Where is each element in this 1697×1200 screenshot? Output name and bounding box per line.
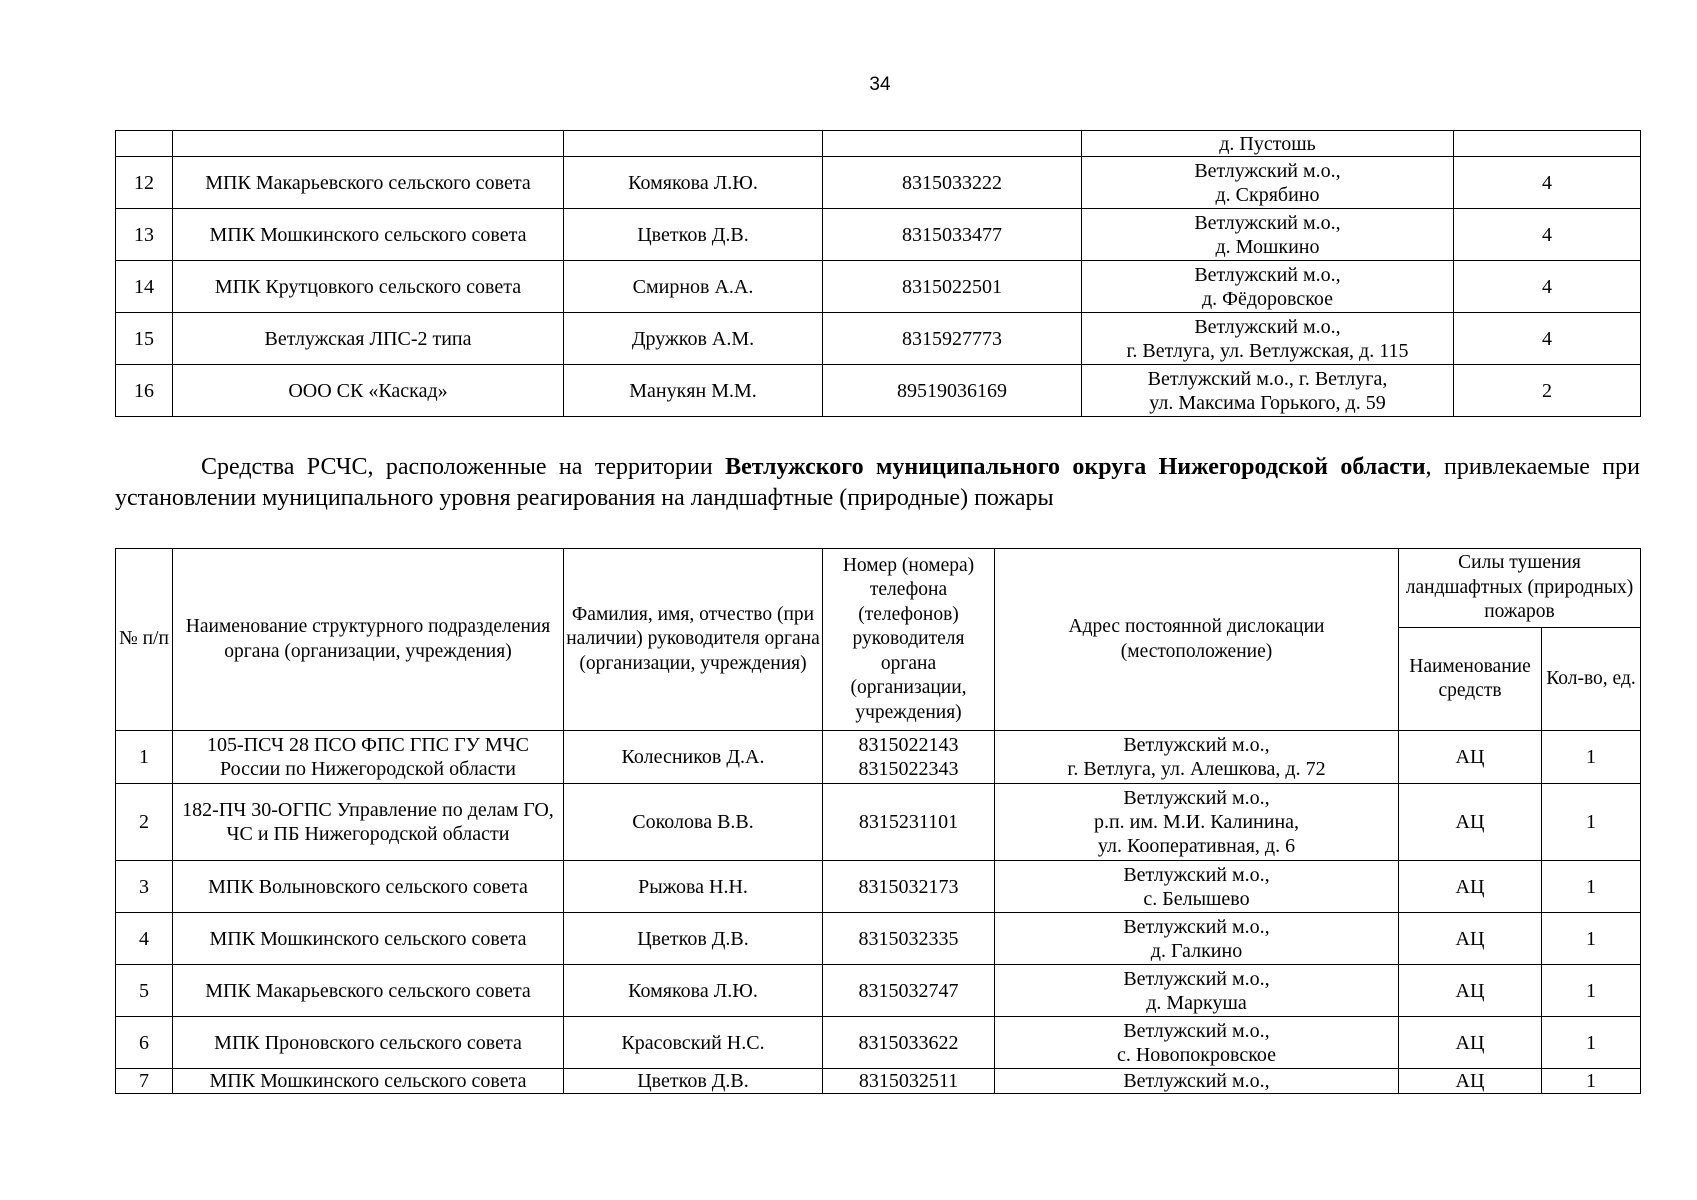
quantity: 1	[1542, 913, 1641, 965]
phone-number: 8315927773	[823, 313, 1082, 365]
address-line: Ветлужский м.о.,	[1194, 159, 1341, 182]
address-line: г. Ветлуга, ул. Алешкова, д. 72	[1067, 758, 1326, 780]
head-name: Дружков А.М.	[564, 313, 823, 365]
table-row	[116, 1069, 1641, 1094]
quantity: 1	[1542, 1069, 1641, 1094]
address-line: д. Маркуша	[1146, 991, 1247, 1014]
address-line: ул. Кооперативная, д. 6	[1097, 835, 1296, 857]
heading-text: , привлекаемые при установлении муниципального уровня реагирования на ландшафтные (природные) пожары	[115, 454, 1640, 511]
table-row	[116, 784, 1641, 861]
phone-number: 8315033222	[823, 157, 1082, 209]
address	[1082, 157, 1454, 209]
row-number: 6	[116, 1017, 173, 1069]
phone-number: 8315022343	[858, 758, 959, 780]
means-name: АЦ	[1399, 784, 1542, 861]
row-number: 15	[116, 313, 173, 365]
row-number: 5	[116, 965, 173, 1017]
phone-number: 8315032511	[823, 1069, 995, 1094]
table-row	[116, 209, 1641, 261]
row-number: 16	[116, 365, 173, 417]
table-row	[116, 731, 1641, 784]
phone-numbers	[823, 731, 995, 784]
address	[1082, 365, 1454, 417]
row-number: 12	[116, 157, 173, 209]
head-name: Смирнов А.А.	[564, 261, 823, 313]
head-name: Соколова В.В.	[564, 784, 823, 861]
row-number: 13	[116, 209, 173, 261]
page-number: 34	[869, 74, 891, 95]
count: 4	[1454, 313, 1641, 365]
count: 4	[1454, 157, 1641, 209]
table-row	[116, 1017, 1641, 1069]
phone-number: 8315033477	[823, 209, 1082, 261]
phone-number: 8315231101	[823, 784, 995, 861]
quantity: 1	[1542, 731, 1641, 784]
row-number: 2	[116, 784, 173, 861]
head-name: Манукян М.М.	[564, 365, 823, 417]
head-name: Рыжова Н.Н.	[564, 861, 823, 913]
address	[1082, 313, 1454, 365]
phone-number: 8315022143	[858, 734, 959, 756]
address-line: Ветлужский м.о.,	[1194, 211, 1341, 234]
column-header-quantity: Кол-во, ед.	[1542, 628, 1641, 731]
phone-number: 8315032173	[823, 861, 995, 913]
column-header-unit: Наименование структурного подразделения органа (организации, учреждения)	[173, 549, 564, 731]
heading-bold-text: Ветлужского муниципального округа Нижегородской области	[725, 454, 1426, 480]
address-line: Ветлужский м.о.,	[1123, 734, 1270, 756]
row-number: 1	[116, 731, 173, 784]
phone-number: 8315033622	[823, 1017, 995, 1069]
column-header-phone: Номер (номера) телефона (телефонов) руководителя органа (организации, учреждения)	[823, 549, 995, 731]
address-line: Ветлужский м.о.,	[1194, 263, 1341, 286]
column-header-means: Наименование средств	[1399, 628, 1542, 731]
table-cell	[564, 131, 823, 157]
unit-name: МПК Макарьевского сельского совета	[173, 965, 564, 1017]
address-line: Ветлужский м.о.,	[1123, 863, 1270, 886]
address-line: Ветлужский м.о., г. Ветлуга,	[1147, 367, 1388, 390]
table-row	[116, 261, 1641, 313]
column-header-head: Фамилия, имя, отчество (при наличии) руководителя органа (организации, учреждения)	[564, 549, 823, 731]
row-number: 14	[116, 261, 173, 313]
unit-name: ООО СК «Каскад»	[173, 365, 564, 417]
head-name: Красовский Н.С.	[564, 1017, 823, 1069]
table-cell	[823, 131, 1082, 157]
head-name: Цветков Д.В.	[564, 1069, 823, 1094]
address	[995, 861, 1399, 913]
address-line: г. Ветлуга, ул. Ветлужская, д. 115	[1126, 339, 1409, 362]
section-heading	[115, 452, 1640, 514]
address-line: ул. Максима Горького, д. 59	[1149, 391, 1386, 414]
unit-name: МПК Мошкинского сельского совета	[173, 913, 564, 965]
address	[1082, 209, 1454, 261]
means-name: АЦ	[1399, 965, 1542, 1017]
address-line: Ветлужский м.о.,	[995, 1069, 1399, 1094]
head-name: Колесников Д.А.	[564, 731, 823, 784]
table-cell: д. Пустошь	[1082, 131, 1454, 157]
address-line: Ветлужский м.о.,	[1123, 915, 1270, 938]
head-name: Цветков Д.В.	[564, 913, 823, 965]
table-header-row	[116, 549, 1641, 628]
heading-text: Средства РСЧС, расположенные на территории	[201, 454, 726, 480]
quantity: 1	[1542, 784, 1641, 861]
unit-name: Ветлужская ЛПС-2 типа	[173, 313, 564, 365]
address-line: с. Белышево	[1143, 887, 1250, 910]
phone-number: 8315032335	[823, 913, 995, 965]
table-cell	[173, 131, 564, 157]
address-line: д. Галкино	[1150, 939, 1243, 962]
resources-table-continued	[115, 130, 1641, 417]
column-header-number: № п/п	[116, 549, 173, 731]
phone-number: 8315022501	[823, 261, 1082, 313]
unit-name: 182-ПЧ 30-ОГПС Управление по делам ГО, ЧС и ПБ Нижегородской области	[173, 784, 564, 861]
address	[1082, 261, 1454, 313]
address-line: с. Новопокровское	[1116, 1043, 1277, 1066]
table-row	[116, 131, 1641, 157]
table-row	[116, 965, 1641, 1017]
table-row	[116, 913, 1641, 965]
table-cell	[1454, 131, 1641, 157]
means-name: АЦ	[1399, 731, 1542, 784]
address-line: р.п. им. М.И. Калинина,	[1093, 811, 1300, 833]
means-name: АЦ	[1399, 1069, 1542, 1094]
address-line: д. Фёдоровское	[1201, 287, 1334, 310]
address	[995, 1017, 1399, 1069]
phone-number: 8315032747	[823, 965, 995, 1017]
means-name: АЦ	[1399, 913, 1542, 965]
row-number: 4	[116, 913, 173, 965]
table-row	[116, 365, 1641, 417]
row-number: 3	[116, 861, 173, 913]
unit-name: МПК Волыновского сельского совета	[173, 861, 564, 913]
unit-name: МПК Мошкинского сельского совета	[173, 1069, 564, 1094]
table-row	[116, 313, 1641, 365]
address-line: Ветлужский м.о.,	[1194, 315, 1341, 338]
address	[995, 731, 1399, 784]
address-line: Ветлужский м.о.,	[1123, 967, 1270, 990]
address	[995, 965, 1399, 1017]
address	[995, 913, 1399, 965]
head-name: Комякова Л.Ю.	[564, 965, 823, 1017]
table-row	[116, 157, 1641, 209]
quantity: 1	[1542, 861, 1641, 913]
means-name: АЦ	[1399, 861, 1542, 913]
column-header-forces: Силы тушения ландшафтных (природных) пожаров	[1399, 549, 1641, 628]
unit-name: МПК Крутцовкого сельского совета	[173, 261, 564, 313]
means-name: АЦ	[1399, 1017, 1542, 1069]
head-name: Комякова Л.Ю.	[564, 157, 823, 209]
address-line: Ветлужский м.о.,	[1123, 1019, 1270, 1042]
unit-name: МПК Макарьевского сельского совета	[173, 157, 564, 209]
unit-name: 105-ПСЧ 28 ПСО ФПС ГПС ГУ МЧС России по Нижегородской области	[173, 731, 564, 784]
quantity: 1	[1542, 965, 1641, 1017]
head-name: Цветков Д.В.	[564, 209, 823, 261]
column-header-address: Адрес постоянной дислокации (местоположение)	[995, 549, 1399, 731]
phone-number: 89519036169	[823, 365, 1082, 417]
address-line: Ветлужский м.о.,	[1123, 787, 1270, 809]
address-line: д. Скрябино	[1215, 183, 1320, 206]
quantity: 1	[1542, 1017, 1641, 1069]
address-line: д. Мошкино	[1215, 235, 1320, 258]
unit-name: МПК Проновского сельского совета	[173, 1017, 564, 1069]
table-cell	[116, 131, 173, 157]
address	[995, 784, 1399, 861]
row-number: 7	[116, 1069, 173, 1094]
unit-name: МПК Мошкинского сельского совета	[173, 209, 564, 261]
table-row	[116, 861, 1641, 913]
resources-table	[115, 548, 1641, 1094]
count: 4	[1454, 209, 1641, 261]
count: 2	[1454, 365, 1641, 417]
count: 4	[1454, 261, 1641, 313]
